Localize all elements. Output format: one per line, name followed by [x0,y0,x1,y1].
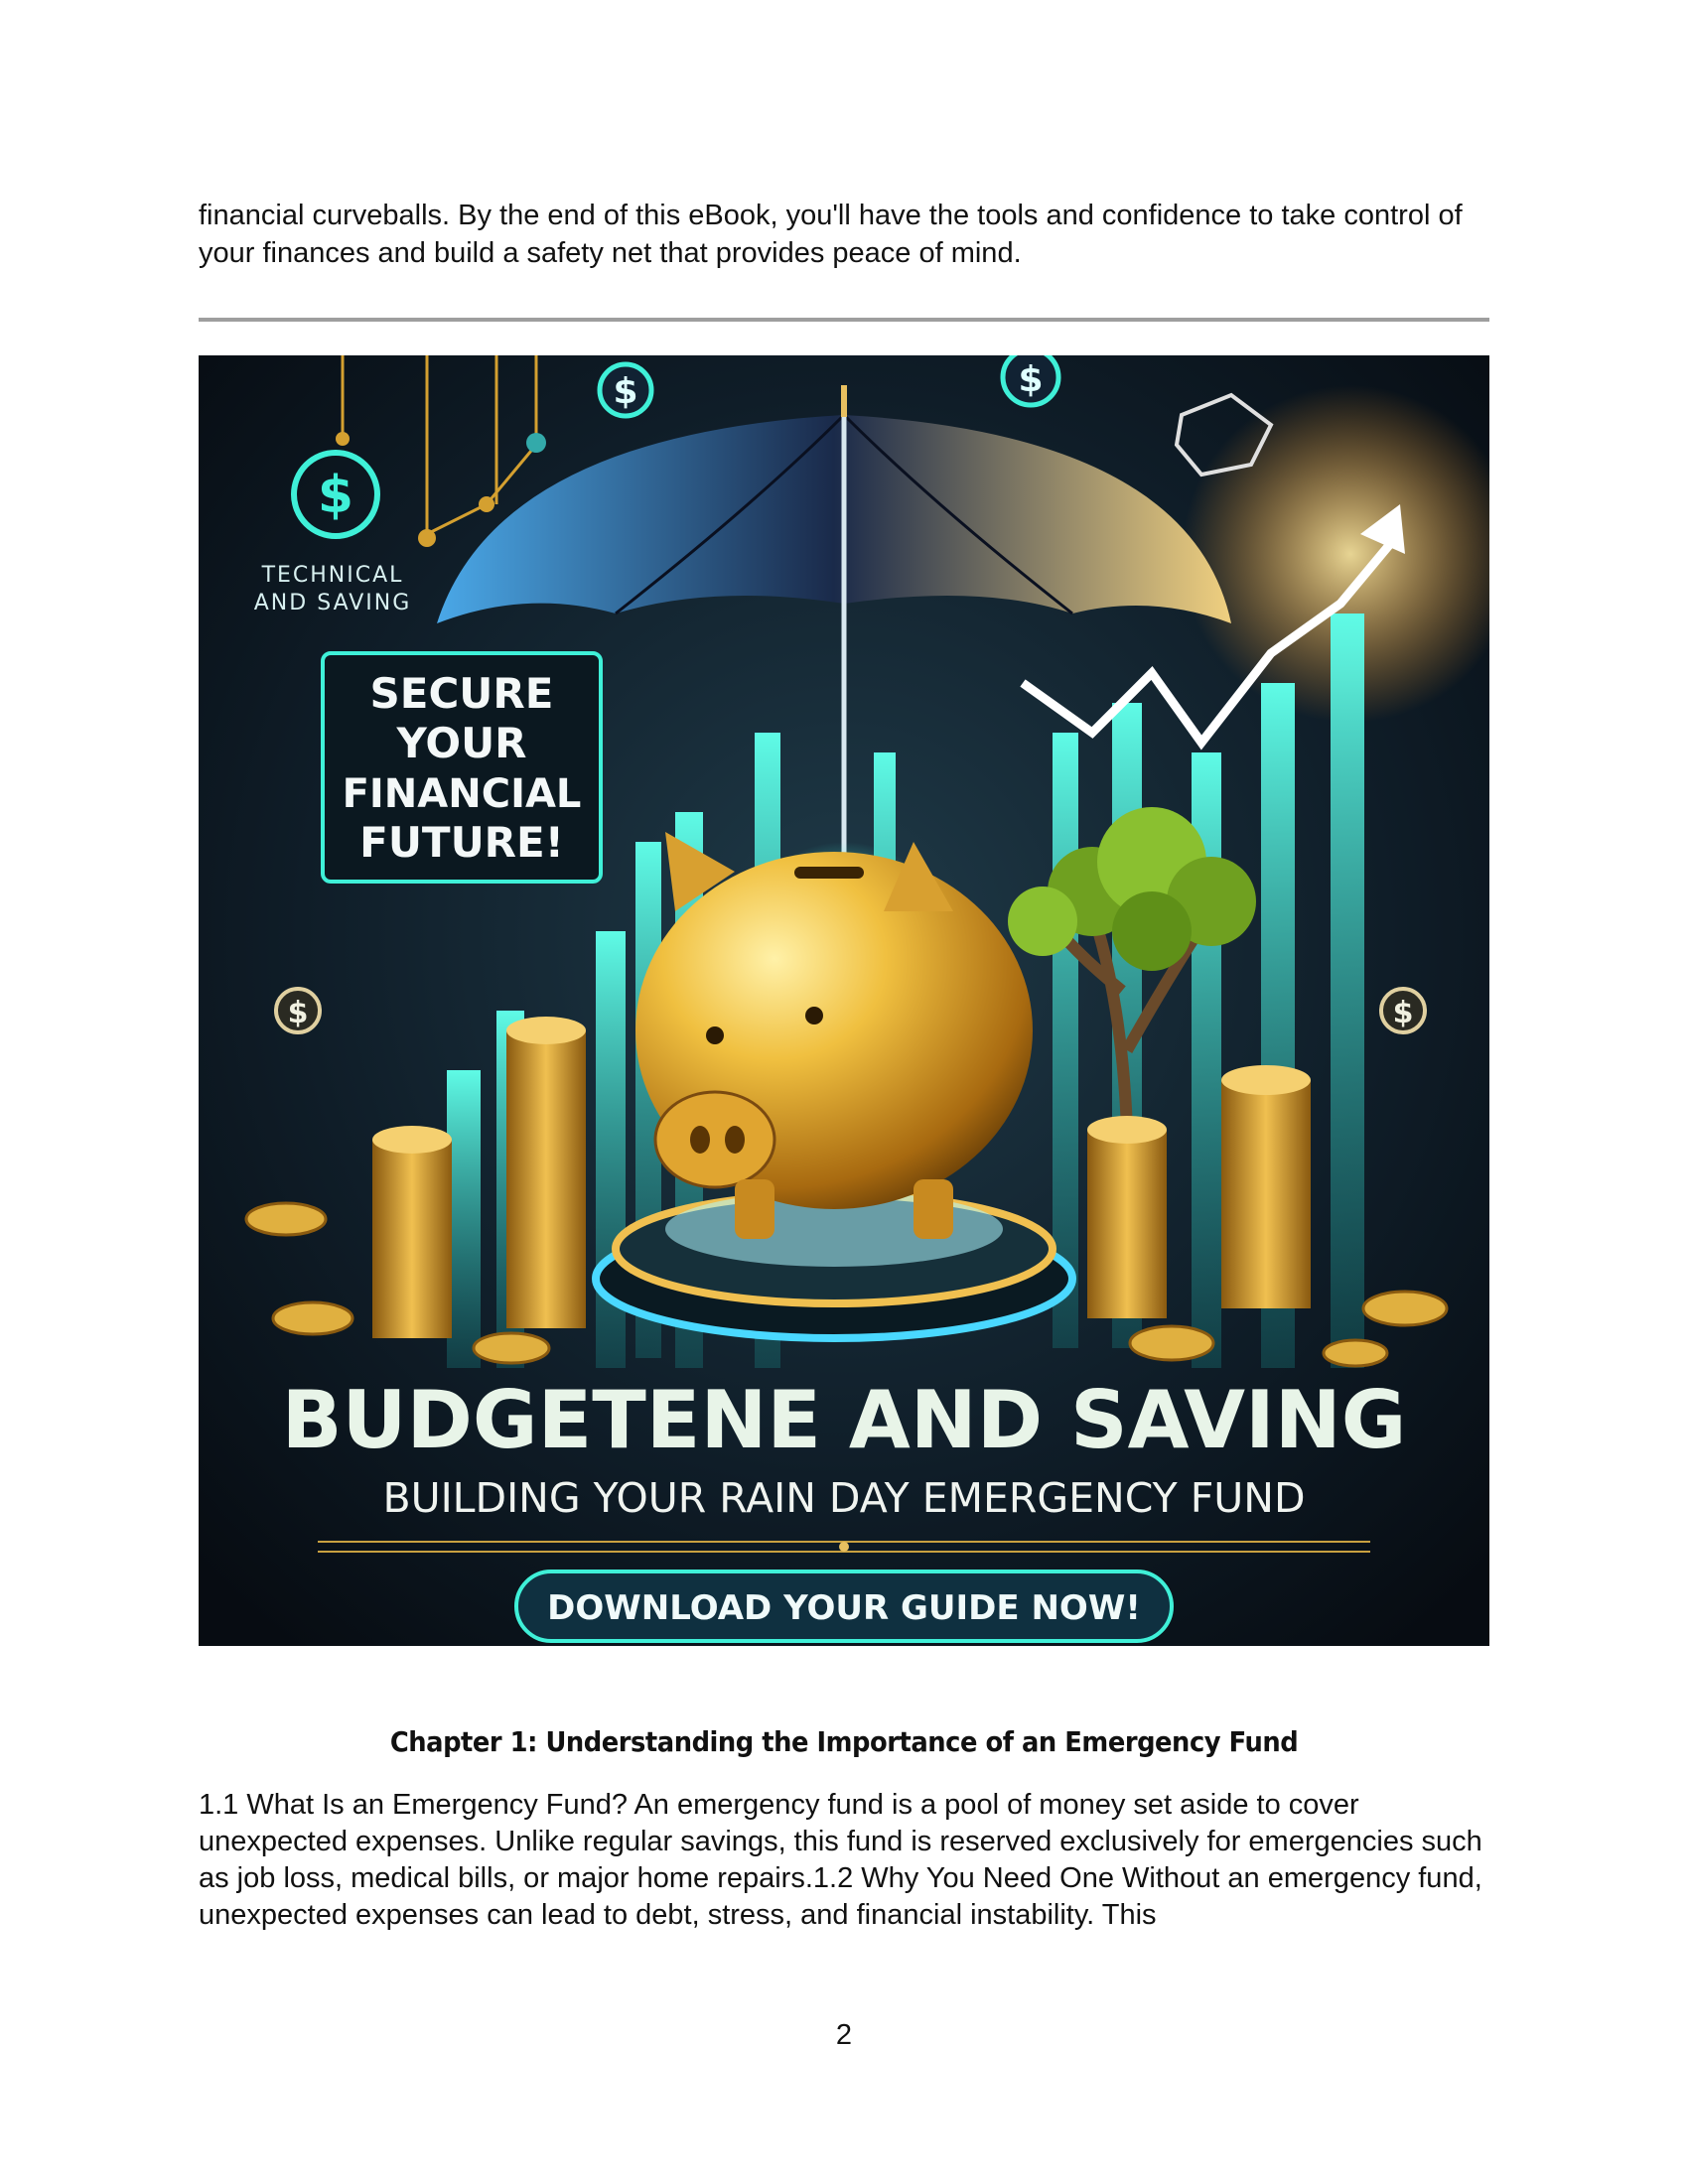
coin-stack [1221,1065,1311,1308]
coin-stack [1087,1116,1167,1318]
svg-text:$: $ [1018,359,1044,400]
intro-paragraph: financial curveballs. By the end of this eBook, you'll have the tools and confidence to take control of your finances and build a safety net that provides peace of mind. [199,200,1463,269]
svg-text:$: $ [287,996,309,1030]
coin-stack [506,1017,586,1328]
chapter-body-paragraph: 1.1 What Is an Emergency Fund? An emergency fund is a pool of money set aside to cover unexpected expenses. Unlike regular savings, this fund is reserved exclusively for emergencies such as job loss, medical bills, or major home repairs.1.2 Why You Need One Without an emergency fund, unexpected expenses can lead to debt, stress, and financial instability. This [199,1789,1482,1931]
coin-stack [372,1126,452,1338]
sign-line-1: SECURE [369,669,554,718]
poster-headline: BUDGETENE AND SAVING [281,1374,1407,1466]
glowing-pedestal [596,1191,1072,1338]
download-guide-label: DOWNLOAD YOUR GUIDE NOW! [547,1588,1141,1628]
corner-caption-line-1: TECHNICAL [261,563,404,588]
svg-text:$: $ [613,371,638,412]
page-number: 2 [835,2019,853,2051]
download-guide-button[interactable] [516,1571,1172,1641]
horizontal-divider [199,318,1489,322]
svg-text:$: $ [317,466,354,525]
svg-text:$: $ [1392,996,1414,1030]
sign-line-3: FINANCIAL [342,771,582,817]
dollar-coin-icon [600,364,651,416]
dollar-coin-icon [1003,355,1058,405]
dollar-coin-icon [1381,989,1425,1032]
dollar-coin-icon [276,989,320,1032]
headline-sign [323,653,601,882]
poster-subheadline: BUILDING YOUR RAIN DAY EMERGENCY FUND [382,1474,1306,1522]
chapter-heading: Chapter 1: Understanding the Importance of an Emergency Fund [389,1725,1299,1758]
sign-line-4: FUTURE! [359,818,564,867]
corner-caption-line-2: AND SAVING [253,591,412,615]
sign-line-2: YOUR [396,719,527,767]
promo-poster-image [199,355,1489,1646]
